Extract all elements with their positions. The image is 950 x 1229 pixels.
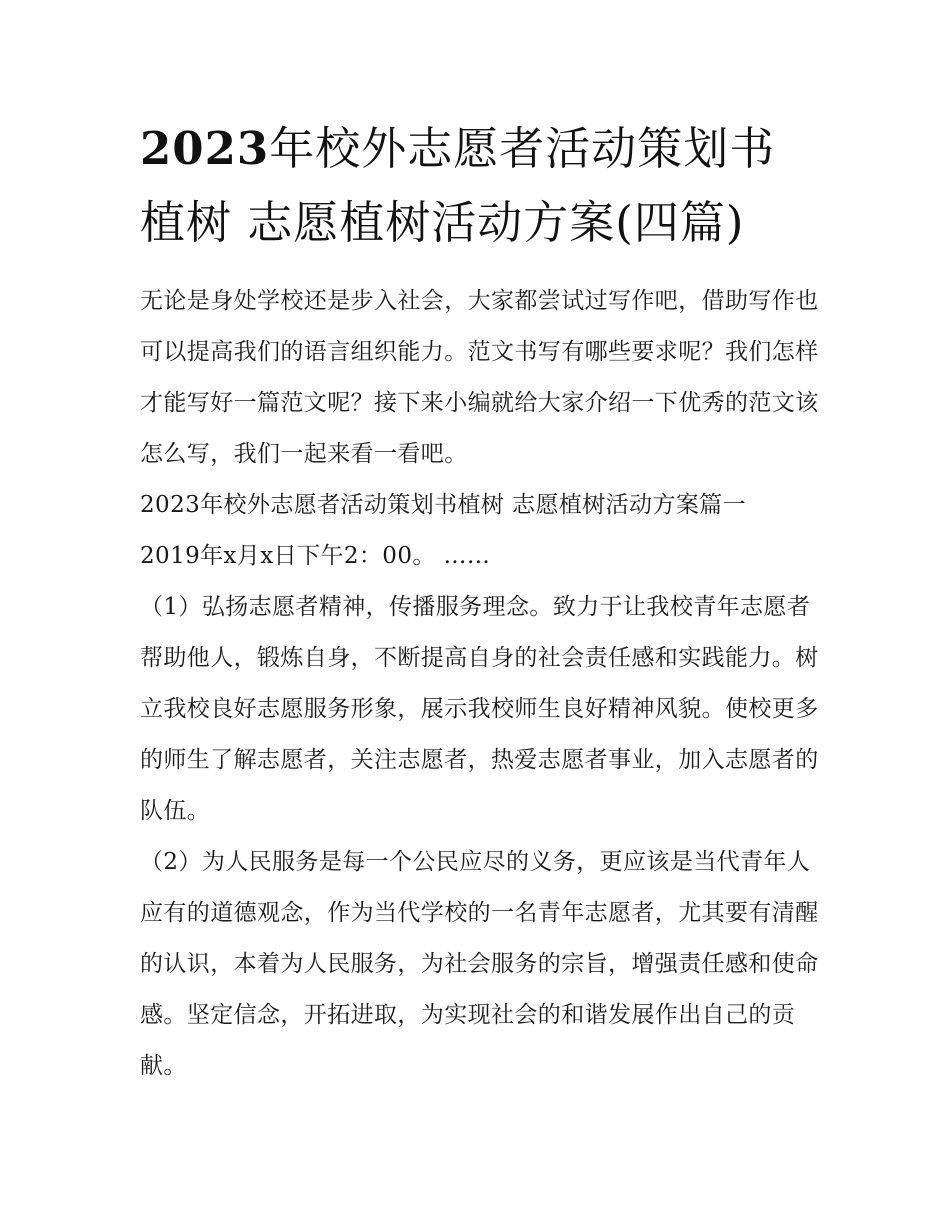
- purpose-paragraph-2: （2）为人民服务是每一个公民应尽的义务，更应该是当代青年人应有的道德观念，作为当代学校的一名青年志愿者，尤其要有清醒的认识，本着为人民服务，为社会服务的宗旨，增强责任感和使命感。坚定信念，开拓进取，为实现社会的和谐发展作出自己的贡献。: [140, 849, 819, 1079]
- purpose-paragraph-1: （1）弘扬志愿者精神，传播服务理念。致力于让我校青年志愿者帮助他人，锻炼自身，不断提高自身的社会责任感和实践能力。树立我校良好志愿服务形象，展示我校师生良好精神风貌。使校更多的师生了解志愿者，关注志愿者，热爱志愿者事业，加入志愿者的队伍。: [140, 594, 819, 824]
- intro-paragraph: 无论是身处学校还是步入社会，大家都尝试过写作吧，借助写作也可以提高我们的语言组织能力。范文书写有哪些要求呢？我们怎样才能写好一篇范文呢？接下来小编就给大家介绍一下优秀的范文该怎么写，我们一起来看一看吧。: [140, 288, 819, 467]
- date-line: 2019年x月x日下午2：00。 ……: [140, 543, 491, 569]
- document-body: [140, 276, 820, 1092]
- title-year: 2023: [140, 122, 270, 175]
- section-heading: 2023年校外志愿者活动策划书植树 志愿植树活动方案篇一: [140, 492, 747, 518]
- document-title: [140, 112, 820, 260]
- title-text: 年校外志愿者活动策划书植树 志愿植树活动方案(四篇): [140, 122, 776, 249]
